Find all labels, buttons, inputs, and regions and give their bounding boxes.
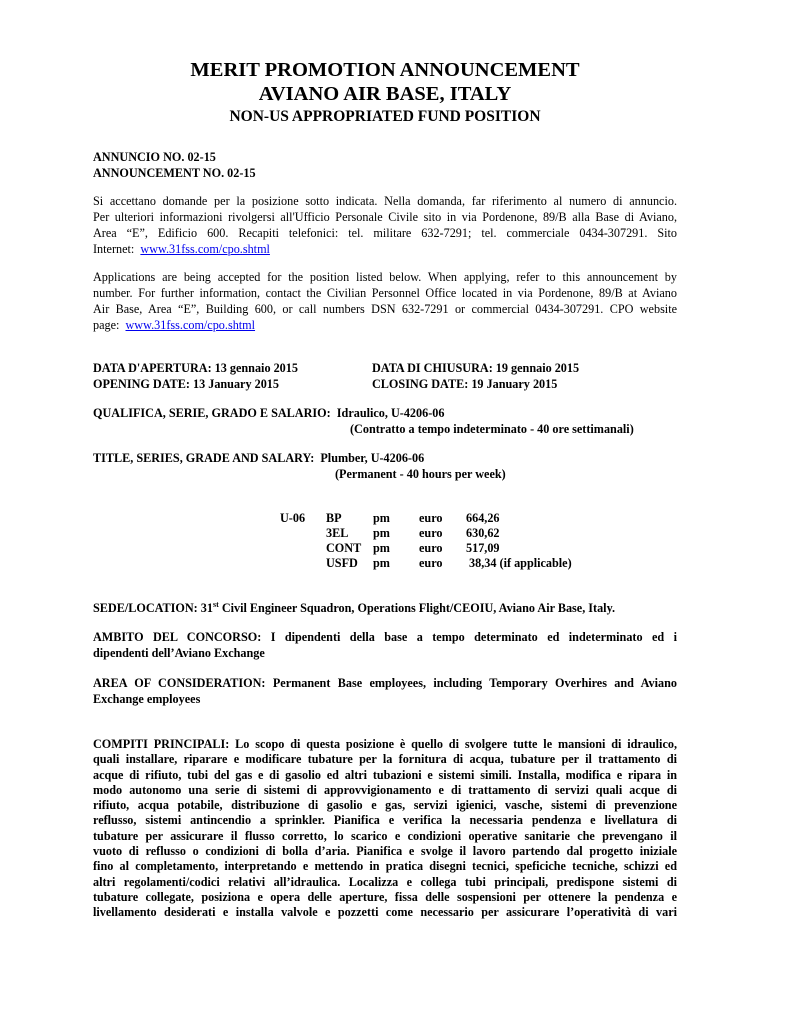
- title-series-value: Plumber, U-4206-06: [320, 451, 425, 465]
- compiti-line: tubature collegate, posiziona e opera delle aperture, fissa delle sospensioni per ottenere la pendenza e: [93, 889, 677, 904]
- salary-period: pm: [373, 541, 390, 555]
- salary-period: pm: [373, 556, 390, 570]
- compiti-line: reflusso, sistemi antincendio a sprinkler. Pianifica e verifica la necessaria pendenza e livellatura di: [93, 813, 677, 828]
- salary-period: pm: [373, 526, 390, 540]
- announcement-number-it: ANNUNCIO NO. 02-15: [93, 150, 216, 164]
- title-series-label: TITLE, SERIES, GRADE AND SALARY:: [93, 451, 321, 465]
- qualifica-label: QUALIFICA, SERIE, GRADO E SALARIO:: [93, 406, 337, 420]
- compiti-line: tubature per assicurare il flusso corretto, lo scarico e condizioni operative sanitarie che prevengano il: [93, 828, 677, 843]
- intro-en-line: page:: [93, 318, 126, 332]
- intro-paragraph-en: [93, 269, 677, 333]
- cpo-website-link[interactable]: www.31fss.com/cpo.shtml: [140, 242, 270, 256]
- intro-en-line: number. For further information, contact the Civilian Personnel Office located in via Pordenone, 89/B at Aviano: [93, 286, 677, 300]
- salary-code: BP: [326, 511, 342, 525]
- salary-amount: 664,26: [466, 511, 500, 525]
- opening-date-it: DATA D'APERTURA: 13 gennaio 2015: [93, 361, 298, 375]
- location-text: Civil Engineer Squadron, Operations Flight/CEOIU, Aviano Air Base, Italy.: [218, 601, 616, 615]
- intro-it-line: Internet:: [93, 242, 141, 256]
- salary-amount: 38,34 (if applicable): [466, 556, 572, 570]
- salary-code: USFD: [326, 556, 358, 570]
- salary-currency: euro: [419, 511, 443, 525]
- title-series-note: (Permanent - 40 hours per week): [335, 467, 506, 481]
- intro-it-line: Si accettano domande per la posizione sotto indicata. Nella domanda, far riferimento al numero di annuncio.: [93, 194, 677, 208]
- salary-currency: euro: [419, 541, 443, 555]
- closing-date-en: CLOSING DATE: 19 January 2015: [372, 377, 558, 391]
- location-prefix: SEDE/LOCATION: 31: [93, 601, 213, 615]
- compiti-line: fino al completamento, interpretando e mettendo in pratica disegni tecnici, speficiche tecniche, schizzi ed: [93, 859, 677, 874]
- closing-date-it: DATA DI CHIUSURA: 19 gennaio 2015: [372, 361, 580, 375]
- compiti-line: quali installare, riparare e modificare tubature per la fornitura di acqua, tubature per il trattamento di: [93, 752, 677, 767]
- area-of-consideration-section: [93, 675, 677, 707]
- intro-paragraph-it: [93, 193, 677, 257]
- document-location-title: AVIANO AIR BASE, ITALY: [258, 83, 512, 105]
- cpo-website-link[interactable]: www.31fss.com/cpo.shtml: [125, 318, 256, 332]
- compiti-line: modo autonomo una serie di sistemi di approvvigionamento e di trattamento di servizi quali acque di: [93, 782, 677, 797]
- salary-currency: euro: [419, 526, 443, 540]
- ambito-line: dipendenti dell’Aviano Exchange: [93, 646, 265, 660]
- ambito-line: AMBITO DEL CONCORSO: I dipendenti della base a tempo determinato ed indeterminato ed i: [93, 630, 677, 644]
- qualifica-line: [93, 405, 444, 421]
- compiti-line: acque di rifiuto, tubi del gas e di gasolio ed altri tubazioni e sistemi simili. Installa, modifica e ripara in: [93, 767, 677, 782]
- salary-amount: 517,09: [466, 541, 500, 555]
- area-line: AREA OF CONSIDERATION: Permanent Base employees, including Temporary Overhires and Aviano: [93, 676, 677, 690]
- compiti-line: rifiuto, acqua potabile, distribuzione di gasolio e gas, servizi igienici, vasche, sistemi di prevenzione: [93, 798, 677, 813]
- intro-en-line: Applications are being accepted for the position listed below. When applying, refer to this announcement by: [93, 270, 677, 284]
- salary-amount: 630,62: [466, 526, 500, 540]
- compiti-line: COMPITI PRINCIPALI: Lo scopo di questa posizione è quello di svolgere tutte le mansioni di idraulico,: [93, 737, 677, 751]
- intro-en-line: Air Base, Area “E”, Building 600, or call numbers DSN 632-7291 or commercial 0434-307291. CPO website: [93, 302, 677, 316]
- opening-date-en: OPENING DATE: 13 January 2015: [93, 377, 279, 391]
- salary-period: pm: [373, 511, 390, 525]
- ambito-section: [93, 629, 677, 661]
- qualifica-value: Idraulico, U-4206-06: [336, 406, 445, 420]
- area-line: Exchange employees: [93, 692, 201, 706]
- intro-it-line: Area “E”, Edificio 600. Recapiti telefonici: tel. militare 632-7291; tel. commerciale 0434-307291. Sito: [93, 226, 677, 240]
- compiti-principali-section: [93, 737, 677, 921]
- compiti-line: altri regolamenti/codici relativi all’idraulica. Localizza e collega tubi principali, predispone sistemi di: [93, 874, 677, 889]
- compiti-line: vuoto di reflusso o condizioni di bolla d’aria. Pianifica e svolge il lavoro partendo dal progetto iniziale: [93, 844, 677, 859]
- salary-currency: euro: [419, 556, 443, 570]
- salary-grade: U-06: [280, 511, 306, 525]
- intro-it-line: Per ulteriori informazioni rivolgersi all'Ufficio Personale Civile sito in via Pordenone, 89/B alla Base di Aviano,: [93, 210, 677, 224]
- announcement-number-en: ANNOUNCEMENT NO. 02-15: [93, 166, 256, 180]
- document-subtitle: NON-US APPROPRIATED FUND POSITION: [229, 108, 541, 125]
- compiti-line: livellamento desiderati e installa valvole e pozzetti come necessario per assicurare l’operatività di vari: [93, 905, 677, 920]
- location-line: [93, 600, 615, 616]
- document-title: MERIT PROMOTION ANNOUNCEMENT: [190, 59, 580, 81]
- location-ordinal: st: [212, 600, 219, 609]
- salary-code: 3EL: [326, 526, 349, 540]
- qualifica-note: (Contratto a tempo indeterminato - 40 ore settimanali): [350, 422, 634, 436]
- title-series-line: [93, 450, 424, 466]
- salary-code: CONT: [326, 541, 362, 555]
